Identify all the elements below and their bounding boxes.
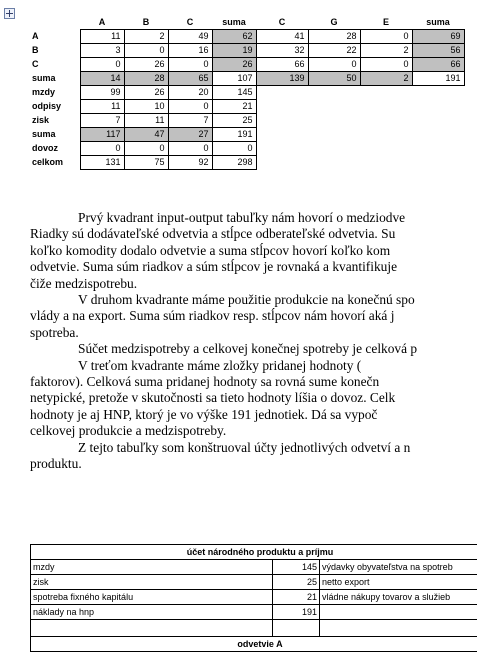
table-row (30, 113, 464, 127)
cell: 7 (168, 113, 212, 127)
blank-cell (256, 127, 464, 141)
cell: 10 (124, 99, 168, 113)
text-line: Prvý kvadrant input-output tabuľky nám hovorí o medziodve (30, 210, 477, 226)
cell: 191 (412, 71, 464, 85)
row-label: B (30, 43, 80, 57)
text-line: spotreba. (30, 325, 477, 341)
text-line: Z tejto tabuľky som konštruoval účty jednotlivých odvetví a n (30, 440, 477, 456)
credit-item: vládne nákupy tovarov a služieb (320, 590, 477, 605)
cell: 0 (124, 43, 168, 57)
cell: 0 (360, 29, 412, 43)
paragraph-1 (30, 210, 477, 292)
debit-item (31, 620, 273, 637)
text-line: faktorov). Celková suma pridanej hodnoty sa rovná sume konečn (30, 374, 477, 390)
debit-value: 191 (273, 605, 320, 620)
blank-cell (256, 85, 464, 99)
cell: 2 (360, 43, 412, 57)
cell: 66 (256, 57, 308, 71)
cell: 50 (308, 71, 360, 85)
cell: 2 (360, 71, 412, 85)
cell: 7 (80, 113, 124, 127)
debit-value: 21 (273, 590, 320, 605)
body-text (30, 210, 477, 473)
debit-value (273, 620, 320, 637)
text-line: hodnoty je aj HNP, ktorý je vo výške 191 jednotiek. Dá sa vypoč (30, 407, 477, 423)
debit-item: mzdy (31, 560, 273, 575)
cell: 0 (308, 57, 360, 71)
blank-cell (256, 99, 464, 113)
col-header: A (80, 15, 124, 29)
col-header: C (168, 15, 212, 29)
table-row (31, 620, 477, 637)
col-header: suma (212, 15, 256, 29)
credit-item: výdavky obyvateľstva na spotreb (320, 560, 477, 575)
cell: 117 (80, 127, 124, 141)
col-header: suma (412, 15, 464, 29)
blank-cell (256, 113, 464, 127)
row-label: dovoz (30, 141, 80, 155)
cell: 75 (124, 155, 168, 169)
cell: 28 (308, 29, 360, 43)
col-header: C (256, 15, 308, 29)
cell: 2 (124, 29, 168, 43)
debit-value: 25 (273, 575, 320, 590)
cell: 25 (212, 113, 256, 127)
table-row (30, 43, 464, 57)
paragraph-2 (30, 292, 477, 341)
cell: 27 (168, 127, 212, 141)
cell: 19 (212, 43, 256, 57)
blank-cell (256, 141, 464, 155)
debit-item: zisk (31, 575, 273, 590)
cell: 145 (212, 85, 256, 99)
account-title: účet národného produktu a príjmu (31, 545, 477, 560)
table-row (30, 141, 464, 155)
debit-value: 145 (273, 560, 320, 575)
cell: 139 (256, 71, 308, 85)
col-header: B (124, 15, 168, 29)
corner-cell (30, 15, 80, 29)
cell: 11 (124, 113, 168, 127)
row-label: odpisy (30, 99, 80, 113)
cell: 0 (168, 57, 212, 71)
cell: 65 (168, 71, 212, 85)
cell: 0 (80, 141, 124, 155)
credit-item (320, 620, 477, 637)
table-move-handle-icon[interactable] (4, 8, 15, 19)
cell: 11 (80, 29, 124, 43)
cell: 0 (124, 141, 168, 155)
cell: 99 (80, 85, 124, 99)
text-line: V druhom kvadrante máme použitie produkcie na konečnú spo (30, 292, 477, 308)
blank-cell (256, 155, 464, 169)
account-table (30, 544, 477, 652)
cell: 298 (212, 155, 256, 169)
input-output-table (30, 15, 465, 170)
cell: 131 (80, 155, 124, 169)
next-account-title: odvetvie A (31, 637, 477, 652)
cell: 69 (412, 29, 464, 43)
text-line: V treťom kvadrante máme zložky pridanej hodnoty ( (30, 358, 477, 374)
table-row (30, 71, 464, 85)
cell: 191 (212, 127, 256, 141)
table-row (30, 155, 464, 169)
debit-item: spotreba fixného kapitálu (31, 590, 273, 605)
cell: 26 (124, 85, 168, 99)
col-header: E (360, 15, 412, 29)
cell: 16 (168, 43, 212, 57)
cell: 56 (412, 43, 464, 57)
cell: 107 (212, 71, 256, 85)
cell: 66 (412, 57, 464, 71)
cell: 11 (80, 99, 124, 113)
table-row (30, 85, 464, 99)
cell: 0 (168, 141, 212, 155)
cell: 49 (168, 29, 212, 43)
table-row (30, 29, 464, 43)
cell: 92 (168, 155, 212, 169)
table-row (30, 99, 464, 113)
cell: 26 (124, 57, 168, 71)
cell: 14 (80, 71, 124, 85)
table-row (31, 575, 477, 590)
row-label: suma (30, 127, 80, 141)
text-line: čiže medzispotrebu. (30, 276, 477, 292)
table-header-row (30, 15, 464, 29)
cell: 0 (360, 57, 412, 71)
cell: 0 (168, 99, 212, 113)
table-row (30, 127, 464, 141)
cell: 26 (212, 57, 256, 71)
text-line: koľko komodity dodalo odvetvie a suma stĺpcov hovorí koľko kom (30, 243, 477, 259)
table-row (30, 57, 464, 71)
text-line: celkovej produkcie a medzispotreby. (30, 423, 477, 439)
table-row (31, 590, 477, 605)
paragraph-5 (30, 440, 477, 473)
row-label: A (30, 29, 80, 43)
account-title-row (31, 637, 477, 652)
col-header: G (308, 15, 360, 29)
row-label: C (30, 57, 80, 71)
account-title-row (31, 545, 477, 560)
credit-item: netto export (320, 575, 477, 590)
credit-item (320, 605, 477, 620)
row-label: suma (30, 71, 80, 85)
row-label: zisk (30, 113, 80, 127)
text-line: produktu. (30, 456, 477, 472)
cell: 0 (80, 57, 124, 71)
text-line: odvetvie. Suma súm riadkov a súm stĺpcov je rovnaká a kvantifikuje (30, 259, 477, 275)
cell: 20 (168, 85, 212, 99)
cell: 62 (212, 29, 256, 43)
row-label: mzdy (30, 85, 80, 99)
cell: 21 (212, 99, 256, 113)
text-line: netypické, pretože v skutočnosti sa tieto hodnoty líšia o dovoz. Celk (30, 390, 477, 406)
cell: 22 (308, 43, 360, 57)
cell: 3 (80, 43, 124, 57)
table-row (31, 605, 477, 620)
text-line: Súčet medzispotreby a celkovej konečnej spotreby je celková p (30, 341, 477, 357)
cell: 47 (124, 127, 168, 141)
row-label: celkom (30, 155, 80, 169)
text-line: vlády a na export. Suma súm riadkov resp. stĺpcov nám hovorí aká j (30, 308, 477, 324)
text-line: Riadky sú dodávateľské odvetvia a stĺpce odberateľské odvetvia. Su (30, 226, 477, 242)
paragraph-4 (30, 358, 477, 440)
paragraph-3 (30, 341, 477, 357)
cell: 28 (124, 71, 168, 85)
debit-item: náklady na hnp (31, 605, 273, 620)
table-row (31, 560, 477, 575)
cell: 32 (256, 43, 308, 57)
cell: 0 (212, 141, 256, 155)
cell: 41 (256, 29, 308, 43)
